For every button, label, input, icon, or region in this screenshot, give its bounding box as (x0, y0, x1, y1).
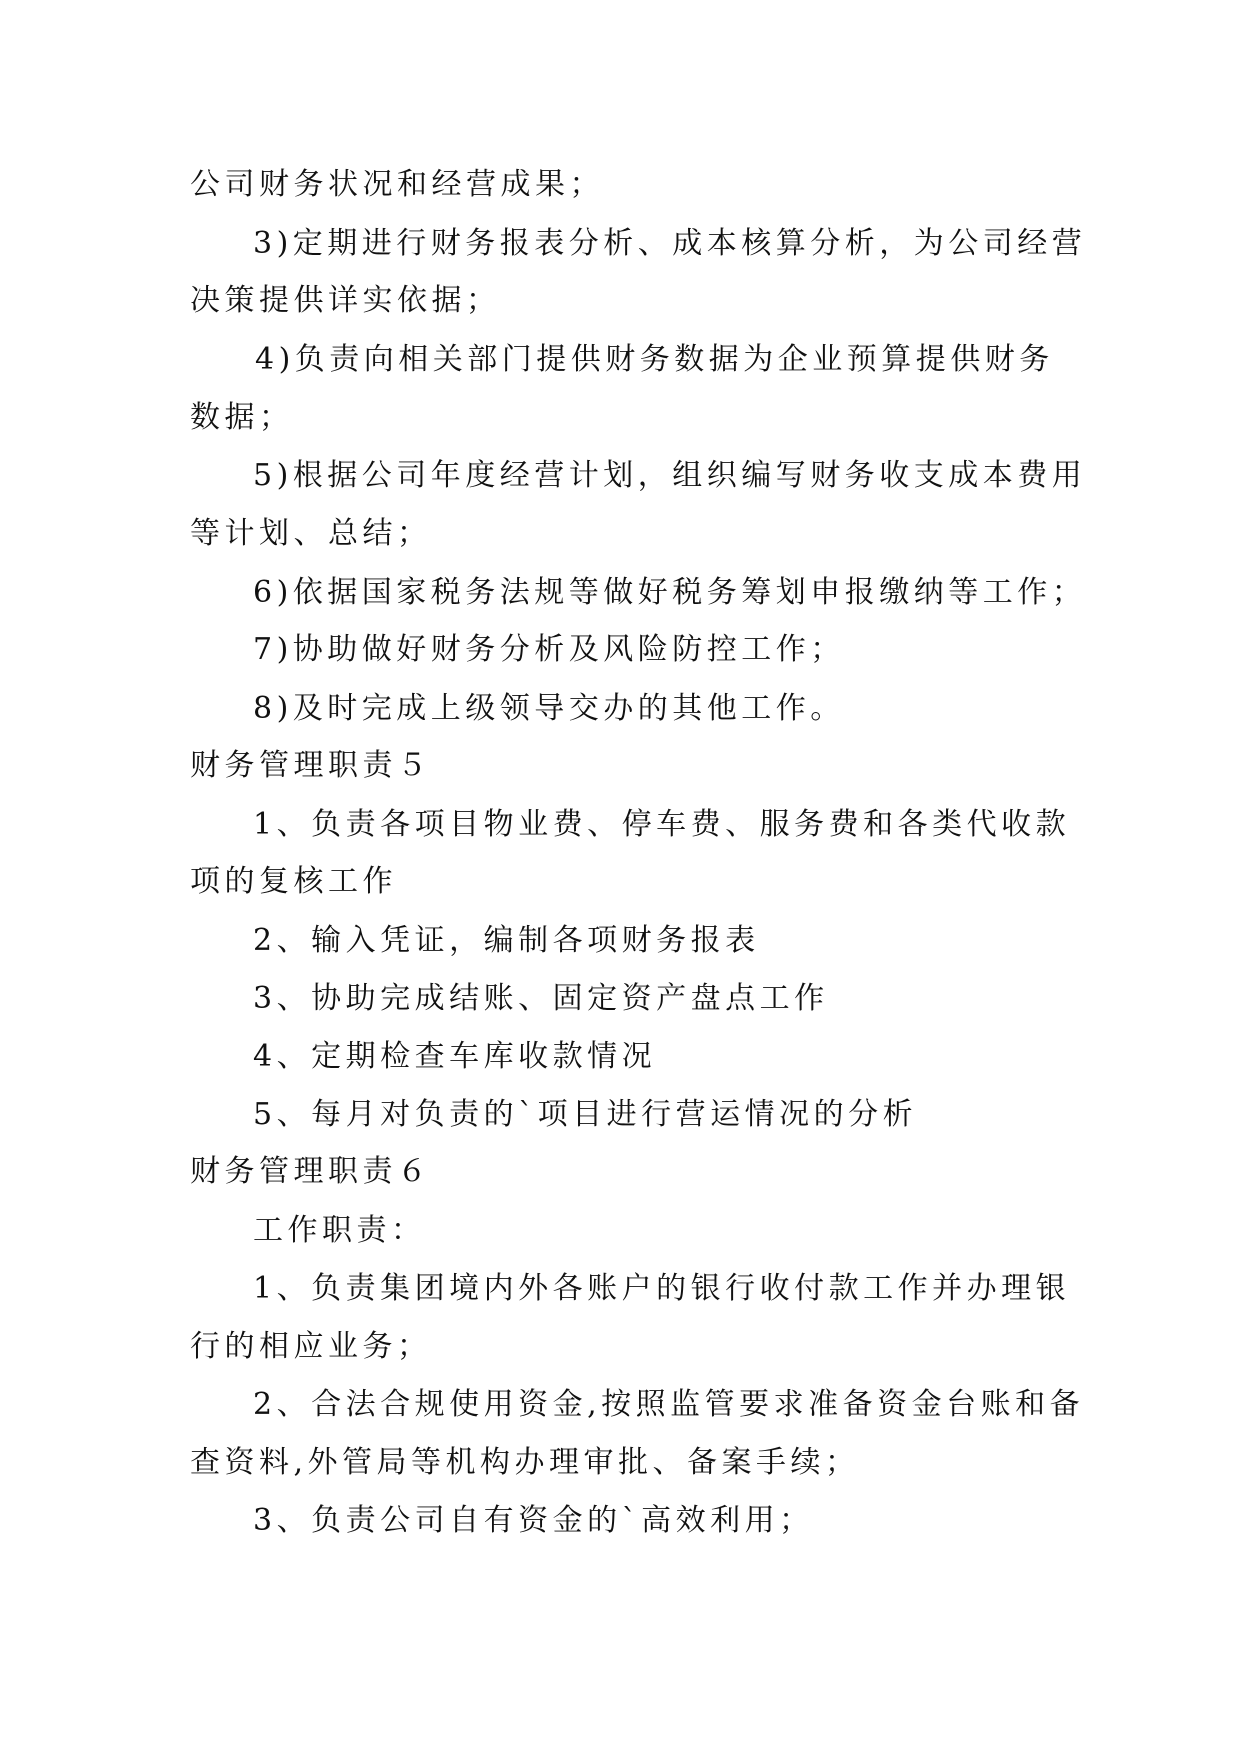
text-line: 3、协助完成结账、固定资产盘点工作 (253, 981, 829, 1016)
text-line: 1、负责各项目物业费、停车费、服务费和各类代收款 (253, 807, 1071, 842)
section-heading: 财务管理职责５ (190, 748, 432, 783)
text-line: 4、定期检查车库收款情况 (253, 1039, 657, 1074)
text-line: 数据； (190, 400, 294, 435)
text-line: 查资料,外管局等机构办理审批、备案手续； (190, 1445, 860, 1480)
text-line: 行的相应业务； (190, 1329, 432, 1364)
text-line: 公司财务状况和经营成果； (190, 167, 604, 202)
text-line: 5、每月对负责的`项目进行营运情况的分析 (253, 1097, 918, 1132)
text-line: 3)定期进行财务报表分析、成本核算分析，为公司经营 (253, 226, 1087, 261)
text-line: 3、负责公司自有资金的`高效利用； (253, 1503, 814, 1538)
text-line: 1、负责集团境内外各账户的银行收付款工作并办理银 (253, 1271, 1071, 1306)
text-line: 工作职责： (253, 1213, 426, 1248)
text-line: 2、输入凭证，编制各项财务报表 (253, 923, 760, 958)
text-line: 2、合法合规使用资金,按照监管要求准备资金台账和备 (253, 1387, 1085, 1422)
text-line: 7)协助做好财务分析及风险防控工作； (253, 632, 845, 667)
text-line: 6)依据国家税务法规等做好税务筹划申报缴纳等工作； (253, 575, 1087, 610)
text-line: 4)负责向相关部门提供财务数据为企业预算提供财务 (255, 342, 1054, 377)
text-line: 8)及时完成上级领导交办的其他工作。 (253, 691, 845, 726)
text-line: 决策提供详实依据； (190, 283, 501, 318)
text-line: 项的复核工作 (190, 864, 397, 899)
text-line: 5)根据公司年度经营计划，组织编写财务收支成本费用 (253, 458, 1087, 493)
section-heading: 财务管理职责６ (190, 1154, 432, 1189)
text-line: 等计划、总结； (190, 516, 432, 551)
